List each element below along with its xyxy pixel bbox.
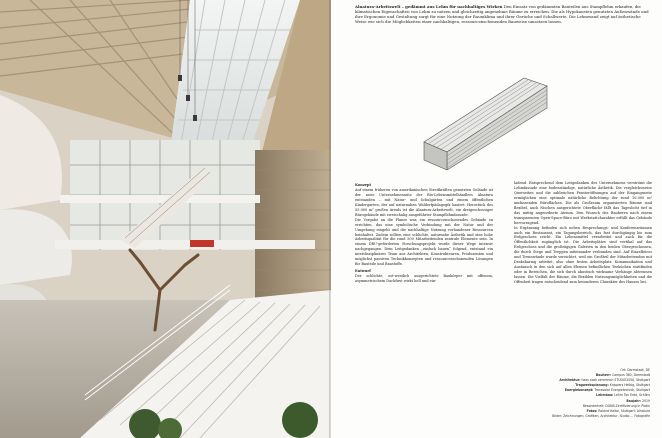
text-column-right bbox=[514, 181, 652, 285]
intro-text: Den Einsatz von gedämmten Bauteilen aus Stampflehm erkaufen, die klimatischen Eigenschaften von Lehm zu nutzen und gleichzeitig angenehme Räume zu erreichen. Die als Hypokausten genutzten Außenwände und ihre Ergonomie und Gestaltung sorgt für eine Nutzung der Raumklima und ihrer Gerüche und Schallwerte. Die Lehmwand zeigt auf ästhetische Weise wie sich die Möglichkeiten einer nachhaltigen, ressourcenschonenden Bauweise umsetzen lassen. bbox=[355, 4, 649, 25]
credit-line: Fotos: Roland Halbe, Stuttgart; Alnatura bbox=[586, 408, 650, 413]
heading-konzept: Konzept bbox=[355, 183, 372, 187]
credit-line: Architektur: haas cook zemmrich STUDIO2050, Stuttgart bbox=[559, 378, 650, 383]
stampflehm-element-illustration bbox=[419, 70, 569, 174]
credit-line: Tragwerksplanung: Knippers Helbig, Stuttgart bbox=[575, 383, 650, 388]
credit-line: Lehmbau: Lehm Ton Erde, Schlins bbox=[596, 393, 650, 398]
credit-line: Energiekonzept: Transsolar Energietechnik, Stuttgart bbox=[564, 388, 650, 393]
credit-line: Besonderheit: DGNB-Zertifizierung in Platin bbox=[582, 403, 650, 408]
text-page bbox=[331, 0, 662, 438]
intro-paragraph bbox=[355, 4, 651, 24]
paragraph: Die Vorgabe an die Planer war, ein ressourcenschonendes Gebäude zu errichten, das eine symbolische Verbindung mit der Natur und der Umgebung eingeht und die nachhaltige Nutzung vorhandener Ressourcen beinhaltet. Zudem sollten eine schlichte, naturnahe Ästhetik und eine hohe Arbeitsqualität für die rund 500 Mitarbeitenden zentrale Elemente sein. In einem DBU-geförderten Forschungsprojekt wurde dieser Wege intensiv nachgegangen. Dem Leitgedanken „einfach bauen“ folgend, entstand ein interdisziplinäres Team aus Architekten, Konstrukteuren, Produzenten und möglichst passiven Technikkonzepten und ressourcenschonenden Lösungen für Bauteile und Baustoffe. bbox=[355, 217, 493, 267]
credit-line: Baujahr: 2019 bbox=[626, 398, 650, 403]
credit-line: Bauherr: Campus 360, Darmstadt bbox=[595, 373, 650, 378]
intro-lead: Alnatura-Arbeitswelt – gedämmt aus Lehm für nachhaltiges Wirken bbox=[355, 4, 503, 9]
credit-line: Bilder: Zeichnungen, Grafiken, Architektur, Studio ... Fotografie bbox=[552, 413, 650, 418]
paragraph: Der schlichte, ost-westlich ausgerichtete Baukörper mit offenem, asymmetrischem Dachfirst wirkt hell und ein- bbox=[355, 274, 493, 284]
project-credits bbox=[460, 368, 650, 419]
heading-entwurf: Entwurf bbox=[355, 269, 371, 274]
paragraph: Auf einem früheren von amerikanischen Streitkräften genutzten Gelände ist der neue Unternehmenssitz der Bio-Lebensmittelhändlers Alnatura entstanden – mit Natur- und Schulgärten und einem öffentlichen Kindergarten, der auf naturnahen Waldorfpädagogik basiert. Herzstück des 55.000 m² großen Areals ist die Alnatura-Arbeitswelt, ein dreigeschossiger Bürogebäude mit zweischalig ausgeführter Stampflehmfassade. bbox=[355, 187, 493, 217]
paragraph: In Ergänzung befinden sich neben Besprechungs- und Konferenzräumen auch ein Restaurant, ein Tagungsbereich, das fast durchgängig bis zum Erdgeschoss reicht. Ein Lebensmittel verarbeitet und auch für die Öffentlichkeit zugänglich ist. Die Arbeitsplätze sind vertikal auf das Erdgeschoss und die großzügigen Galerien in den beiden Obergeschossen, die durch Stege und Treppen miteinander verbunden sind. Auf Einzelbüros und Trennwände wurde verzichtet, weil ein Großteil der Mitarbeitenden mit Desksharing arbeitet, also ohne festen Arbeitsplatz. Kommunikation und Austausch in den sich auf allen Ebenen befindlichen Teeküchen stattfinden oder in Bereichen, die sich durch akustisch wirksame Vorhänge abtrennen lassen. Die Vielfalt der Räume, die flexiblen Nutzungsmöglichkeiten und die Offenheit tragen entscheidend zum besonderen Charakter des Hauses bei. bbox=[514, 225, 652, 285]
text-column-left bbox=[355, 181, 493, 284]
credit-line: Ort: Darmstadt, DE bbox=[620, 368, 650, 372]
paragraph: ladend. Entsprechend dem Leitgedanken des Unternehmens verströmt die Lehmfassade eine bodenständige, natürliche Ästhetik. Die vergleichsweise Querseiten und die zahlreichen Fensteröffnungen auf der Eingangsseite ermöglichen eine optimale natürliche Belichtung der rund 10.000 m² umfassenden Büroflächen. Die als Großraum organisierten Räume sind flexibel, auch Nischen ausgerichtete Oberfläche fällt das Tageslicht tief in das mittig angeordnete Atrium. Den Wunsch des Bauherrn nach einem transparenten Open-Space-Büro mit Werkstattcharakter erfüllt das Gebäude hervorragend. bbox=[514, 181, 652, 225]
